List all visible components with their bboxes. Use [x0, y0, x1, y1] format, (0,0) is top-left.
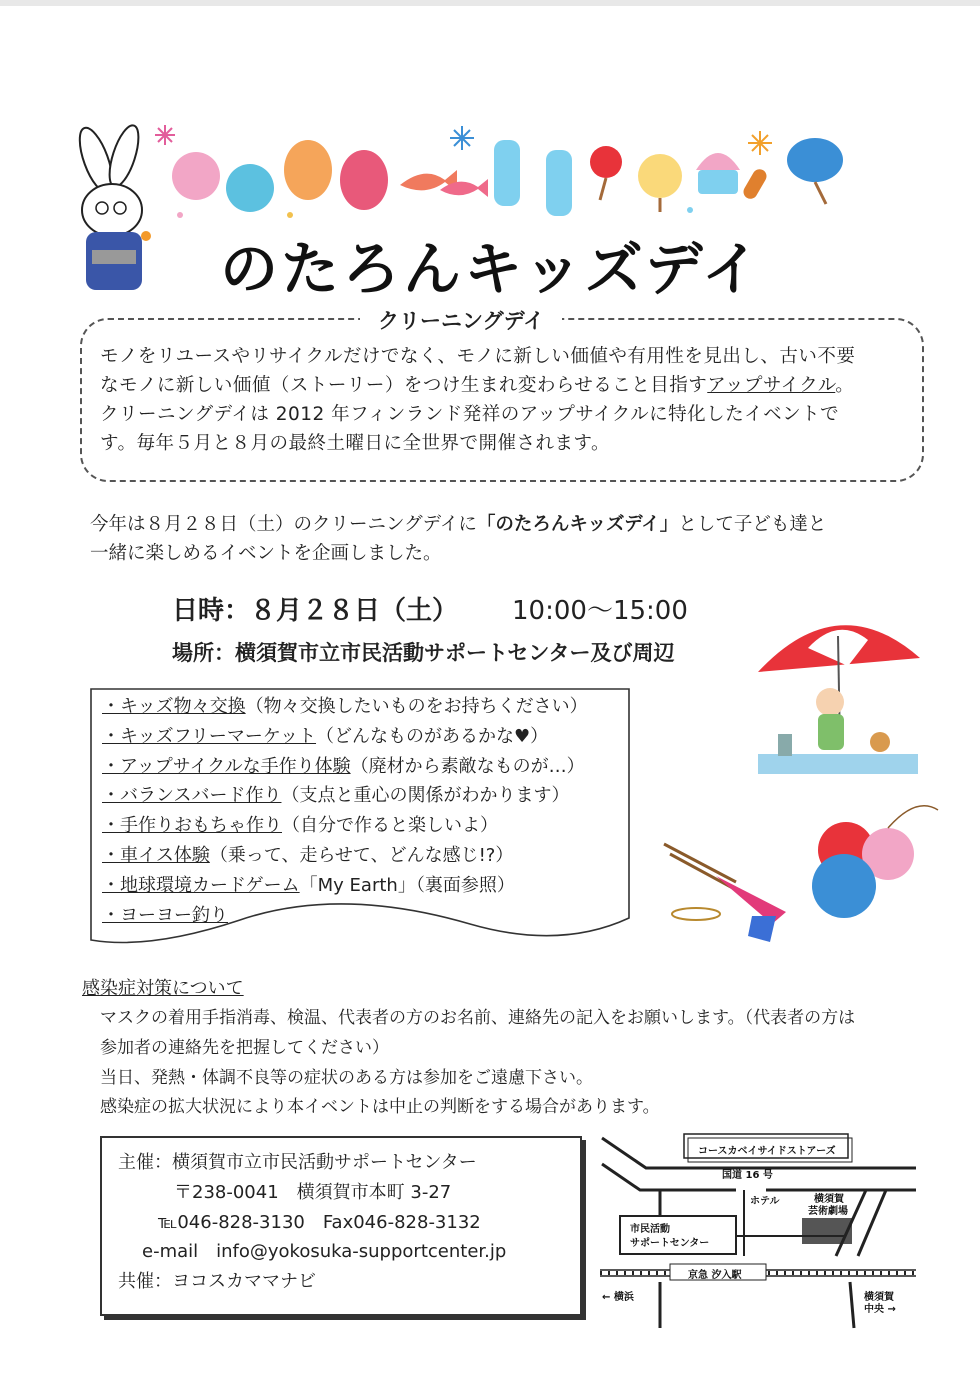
intro-line: クリーニングデイは 2012 年フィンランド発祥のアップサイクルに特化したイベントで — [100, 404, 840, 425]
map-label-yokosuka-chuo: 中央 → — [864, 1304, 896, 1315]
event-time: 10:00～15:00 — [512, 596, 688, 626]
organizer-info — [118, 1148, 506, 1297]
lead-text: として子ども達と — [678, 514, 827, 535]
intro-heading: クリーニングデイ — [360, 305, 562, 335]
intro-text — [100, 342, 900, 458]
lead-line — [90, 510, 910, 539]
activity-list — [90, 688, 630, 946]
activity-item — [102, 722, 588, 752]
activity-note: （物々交換したいものをお持ちください） — [245, 696, 588, 717]
event-datetime — [172, 590, 688, 627]
intro-line-text: なモノに新しい価値（ストーリー）をつけ生まれ変わらせること目指す — [100, 375, 708, 396]
activity-item — [102, 901, 588, 931]
infection-line: 当日、発熱・体調不良等の症状のある方は参加をご遠慮下さい。 — [100, 1067, 593, 1088]
water-balloon-icon — [172, 152, 220, 200]
toys-illustration — [656, 796, 946, 956]
ramune-bottle-icon — [546, 150, 572, 216]
map-label-yokohama: ← 横浜 — [602, 1292, 634, 1303]
activity-name: ・地球環境カードゲーム — [102, 874, 300, 896]
activity-item — [102, 811, 588, 841]
lead-line: 一緒に楽しめるイベントを企画しました。 — [90, 543, 442, 564]
activity-name: ・バランスバード作り — [102, 785, 282, 807]
water-balloon-icon — [226, 164, 274, 212]
map-label-center: 市民活動 — [630, 1224, 670, 1235]
map-label-mall: コースカベイサイドストアーズ — [698, 1146, 836, 1157]
lantern-icon — [284, 140, 332, 200]
activity-name: ・手作りおもちゃ作り — [102, 815, 282, 837]
event-venue: 場所：横須賀市立市民活動サポートセンター及び周辺 — [172, 641, 675, 665]
map-label-theater: 横須賀 — [814, 1194, 844, 1205]
uchiwa-fan-icon — [787, 138, 843, 182]
rabbit-mascot-icon — [73, 122, 151, 290]
balance-bird-toy-icon — [664, 844, 786, 942]
sparkle-icon — [687, 207, 693, 213]
intro-line-text: 。 — [835, 375, 855, 396]
activity-name: ・キッズフリーマーケット — [102, 725, 317, 747]
lead-text: 今年は８月２８日（土）のクリーニングデイに — [90, 514, 477, 535]
map-label-station: 京急 汐入駅 — [688, 1270, 742, 1281]
shaved-ice-icon — [696, 153, 740, 170]
ramune-bottle-icon — [494, 140, 520, 206]
map-label-yokosuka-chuo: 横須賀 — [864, 1292, 894, 1303]
fireworks-icon — [450, 126, 474, 150]
infection-line: マスクの着用手指消毒、検温、代表者の方のお名前、連絡先の記入をお願いします。（代表者の方は — [100, 1008, 856, 1028]
access-map — [596, 1132, 926, 1336]
activity-name: ・車イス体験 — [102, 844, 210, 866]
cotton-candy-icon — [638, 154, 682, 198]
organizer-host: 主催：横須賀市立市民活動サポートセンター — [118, 1152, 477, 1173]
organizer-email: e-mail info@yokosuka-supportcenter.jp — [142, 1241, 507, 1263]
activity-items — [102, 692, 588, 930]
upcycle-term: アップサイクル — [707, 375, 836, 396]
yoyo-balloon-icon — [812, 854, 876, 918]
candy-apple-icon — [590, 146, 622, 178]
map-label-theater: 芸術劇場 — [808, 1206, 848, 1217]
sparkle-icon — [287, 212, 293, 218]
page-title: のたろんキッズデイ — [220, 235, 763, 303]
activity-item — [102, 692, 588, 722]
activity-name: ・ヨーヨー釣り — [102, 904, 228, 926]
fireworks-icon — [748, 131, 772, 155]
infection-notes — [100, 1004, 920, 1123]
sparkle-icon — [177, 212, 183, 218]
fireworks-icon — [155, 125, 175, 145]
map-label-hotel: ホテル — [750, 1196, 780, 1207]
infection-heading: 感染症対策について — [82, 978, 244, 999]
infection-line: 参加者の連絡先を把握してください） — [100, 1037, 389, 1058]
organizer-address: 〒238-0041 横須賀市本町 3-27 — [174, 1181, 452, 1203]
organizer-cohost: 共催：ヨコスカママナビ — [118, 1271, 316, 1293]
activity-note: （どんなものがあるかな♥） — [316, 725, 549, 747]
activity-item — [102, 781, 588, 811]
organizer-phone: ℡046-828-3130 Fax046-828-3132 — [158, 1211, 481, 1233]
intro-line — [100, 371, 900, 400]
corn-dog-icon — [741, 167, 769, 202]
intro-line: す。毎年５月と８月の最終土曜日に全世界で開催されます。 — [100, 433, 611, 454]
map-label-center: サポートセンター — [630, 1238, 710, 1249]
activity-note: （乗って、走らせて、どんな感じ!?） — [209, 844, 514, 866]
lead-paragraph — [90, 510, 910, 568]
activity-note: （廃材から素敵なものが…） — [350, 755, 585, 777]
toy-robot-icon — [778, 734, 792, 756]
activity-note: （自分で作ると楽しいよ） — [282, 815, 498, 837]
event-date: 日時：８月２８日（土） — [172, 596, 459, 626]
activity-item — [102, 752, 588, 782]
map-label-route: 国道 16 号 — [722, 1170, 773, 1181]
event-name: 「のたろんキッズデイ」 — [476, 514, 679, 535]
intro-line: モノをリユースやリサイクルだけでなく、モノに新しい価値や有用性を見出し、古い不要 — [100, 346, 856, 367]
organizer-box — [100, 1136, 582, 1316]
activity-note: （支点と重心の関係がわかります） — [281, 785, 570, 807]
lantern-icon — [340, 150, 388, 210]
activity-name: ・キッズ物々交換 — [102, 696, 246, 717]
umbrella-girl-illustration — [748, 606, 928, 782]
activity-item — [102, 841, 588, 871]
activity-item — [102, 871, 588, 901]
activity-name: ・アップサイクルな手作り体験 — [102, 755, 351, 777]
activity-note: 「My Earth」（裏面参照） — [299, 874, 515, 896]
teddy-bear-icon — [870, 732, 890, 752]
infection-line: 感染症の拡大状況により本イベントは中止の判断をする場合があります。 — [100, 1097, 660, 1118]
